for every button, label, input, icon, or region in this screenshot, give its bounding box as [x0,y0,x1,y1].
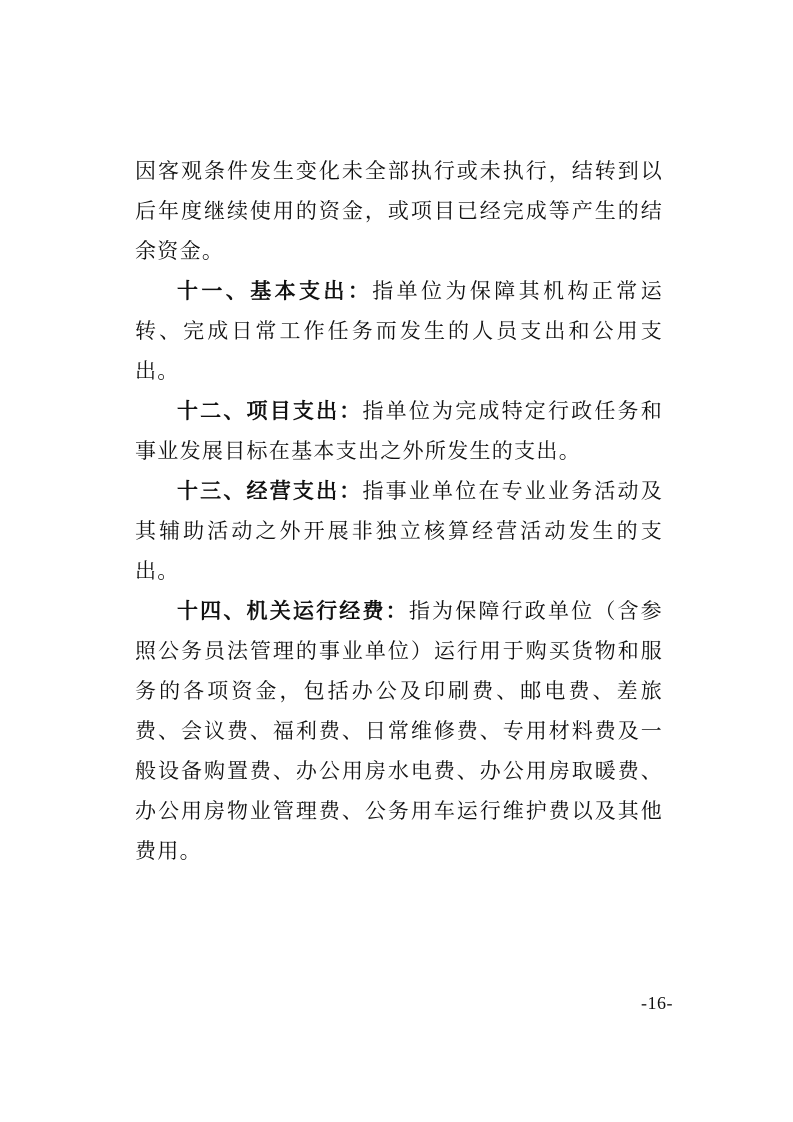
paragraph-text: 指为保障行政单位（含参照公务员法管理的事业单位）运行用于购买货物和服务的各项资金，包括办公及印刷费、邮电费、差旅费、会议费、福利费、日常维修费、专用材料费及一般设备购置费、办公用房水电费、办公用房取暖费、办公用房物业管理费、公务用车运行维护费以及其他费用。 [135,599,663,863]
paragraph-text: 指单位为保障其机构正常运转、完成日常工作任务而发生的人员支出和公用支出。 [135,279,663,383]
paragraph-operating-expenditure [135,471,663,591]
document-body [135,151,663,871]
term-heading: 十一、基本支出： [177,279,373,303]
paragraph-text: 指事业单位在专业业务活动及其辅助活动之外开展非独立核算经营活动发生的支出。 [135,479,663,583]
term-heading: 十二、项目支出： [177,399,363,423]
paragraph-basic-expenditure [135,271,663,391]
page-number: -16- [641,993,673,1013]
paragraph-text: 指单位为完成特定行政任务和事业发展目标在基本支出之外所发生的支出。 [135,399,663,463]
paragraph-text: 因客观条件发生变化未全部执行或未执行，结转到以后年度继续使用的资金，或项目已经完成等产生的结余资金。 [135,159,663,263]
term-heading: 十四、机关运行经费： [177,599,409,623]
paragraph-project-expenditure [135,391,663,471]
paragraph-continuation [135,151,663,271]
paragraph-operating-costs [135,591,663,871]
term-heading: 十三、经营支出： [177,479,363,503]
